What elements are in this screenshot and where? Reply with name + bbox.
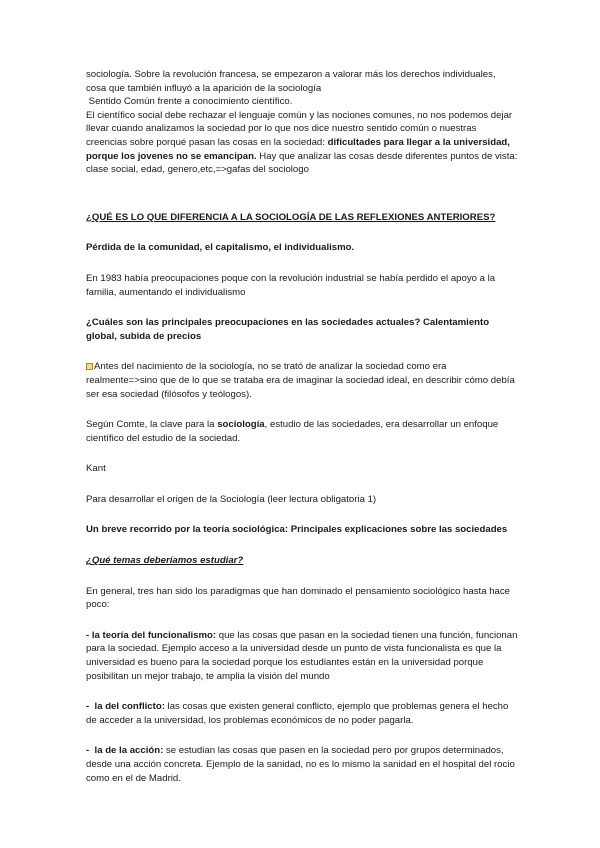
study-question: ¿Qué temas deberíamos estudiar? <box>86 555 244 567</box>
conflict-text: las cosas que existen general conflicto, ejemplo que problemas genera el hecho de acceder a la universidad, los problemas económicos de no poder pagarla. <box>86 701 509 726</box>
action-text: se estudian las cosas que pasen en la sociedad pero por grupos determinados, desde una acción concreta. Ejemplo de la sanidad, no es lo mismo la sanidad en el hospital del rocio como en el de Madrid. <box>86 745 515 784</box>
section-heading: ¿QUÉ ES LO QUE DIFERENCIA A LA SOCIOLOGÍA DE LAS REFLEXIONES ANTERIORES? <box>86 211 496 223</box>
kant-line: Kant <box>86 463 106 475</box>
functionalism-item <box>86 629 518 683</box>
action-label: - la de la acción: <box>86 745 164 757</box>
comte-bold: sociología <box>217 419 265 431</box>
intro-paragraph-2 <box>86 109 518 177</box>
paragraph-before-sociology <box>86 360 518 401</box>
functionalism-text: que las cosas que pasan en la sociedad tienen una función, funcionan para la sociedad. Ejemplo acceso a la universidad desde un punto de vista funcionalista es que la universidad es bueno para la sociedad porque los estudiantes están en la universidad porque posibilitan un mejor trabajo, te amplia la visión del mundo <box>86 629 518 682</box>
comte-text-1: Según Comte, la clave para la <box>86 419 218 431</box>
comte-text-2: , estudio de las sociedades, era desarrollar un enfoque científico del estudio de la sociedad. <box>86 419 499 444</box>
intro-line-2: cosa que también influyó a la aparición de la sociología <box>86 82 322 94</box>
paradigms-intro: En general, tres han sido los paradigmas que han dominado el pensamiento sociológico hasta hace poco: <box>86 585 510 611</box>
paragraph-comte <box>86 418 518 445</box>
intro-line-1: sociología. Sobre la revolución francesa, se empezaron a valorar más los derechos individuales, <box>86 69 496 80</box>
intro-p2-text-1: El científico social debe rechazar el lenguaje común y las nociones comunes, no nos podemos dejar llevar cuando analizamos la sociedad por lo que nos dice nuestro sentido común o nuestras creencias sobre porqué pasan las cosas en la sociedad: <box>86 109 513 148</box>
origin-line: Para desarrollar el origen de la Sociología (leer lectura obligatoria 1) <box>86 493 377 505</box>
intro-block <box>86 68 518 177</box>
concerns-question: ¿Cuáles son las principales preocupaciones en las sociedades actuales? Calentamiento global, subida de precios <box>86 317 490 342</box>
conflict-item <box>86 700 518 727</box>
before-sociology-text: Antes del nacimiento de la sociología, no se trató de analizar la sociedad como era realmente=>sino que de lo que se trataba era de imaginar la sociedad ideal, en describir cómo debía ser esa sociedad (filósofos y teólogos). <box>86 361 515 400</box>
comment-note-icon[interactable] <box>86 363 93 370</box>
action-item <box>86 744 518 785</box>
conflict-label: - la del conflicto: <box>86 701 165 713</box>
document-page <box>86 68 518 785</box>
intro-p2-bold: dificultades para llegar a la universidad, porque los jovenes no se emancipan. <box>86 136 510 162</box>
functionalism-label: - la teoría del funcionalismo: <box>86 629 217 641</box>
paragraph-1983: En 1983 había preocupaciones poque con la revolución industrial se había perdido el apoyo a la familia, aumentando el individualismo <box>86 272 496 298</box>
intro-line-3: Sentido Común frente a conocimiento científico. <box>86 96 293 108</box>
theory-heading: Un breve recorrido por la teoría sociológica: Principales explicaciones sobre las sociedades <box>86 524 508 536</box>
loss-heading: Pérdida de la comunidad, el capitalismo, el individualismo. <box>86 242 355 254</box>
intro-p2-text-2: Hay que analizar las cosas desde diferentes puntos de vista: clase social, edad, genero,etc,=>gafas del sociologo <box>86 150 518 176</box>
